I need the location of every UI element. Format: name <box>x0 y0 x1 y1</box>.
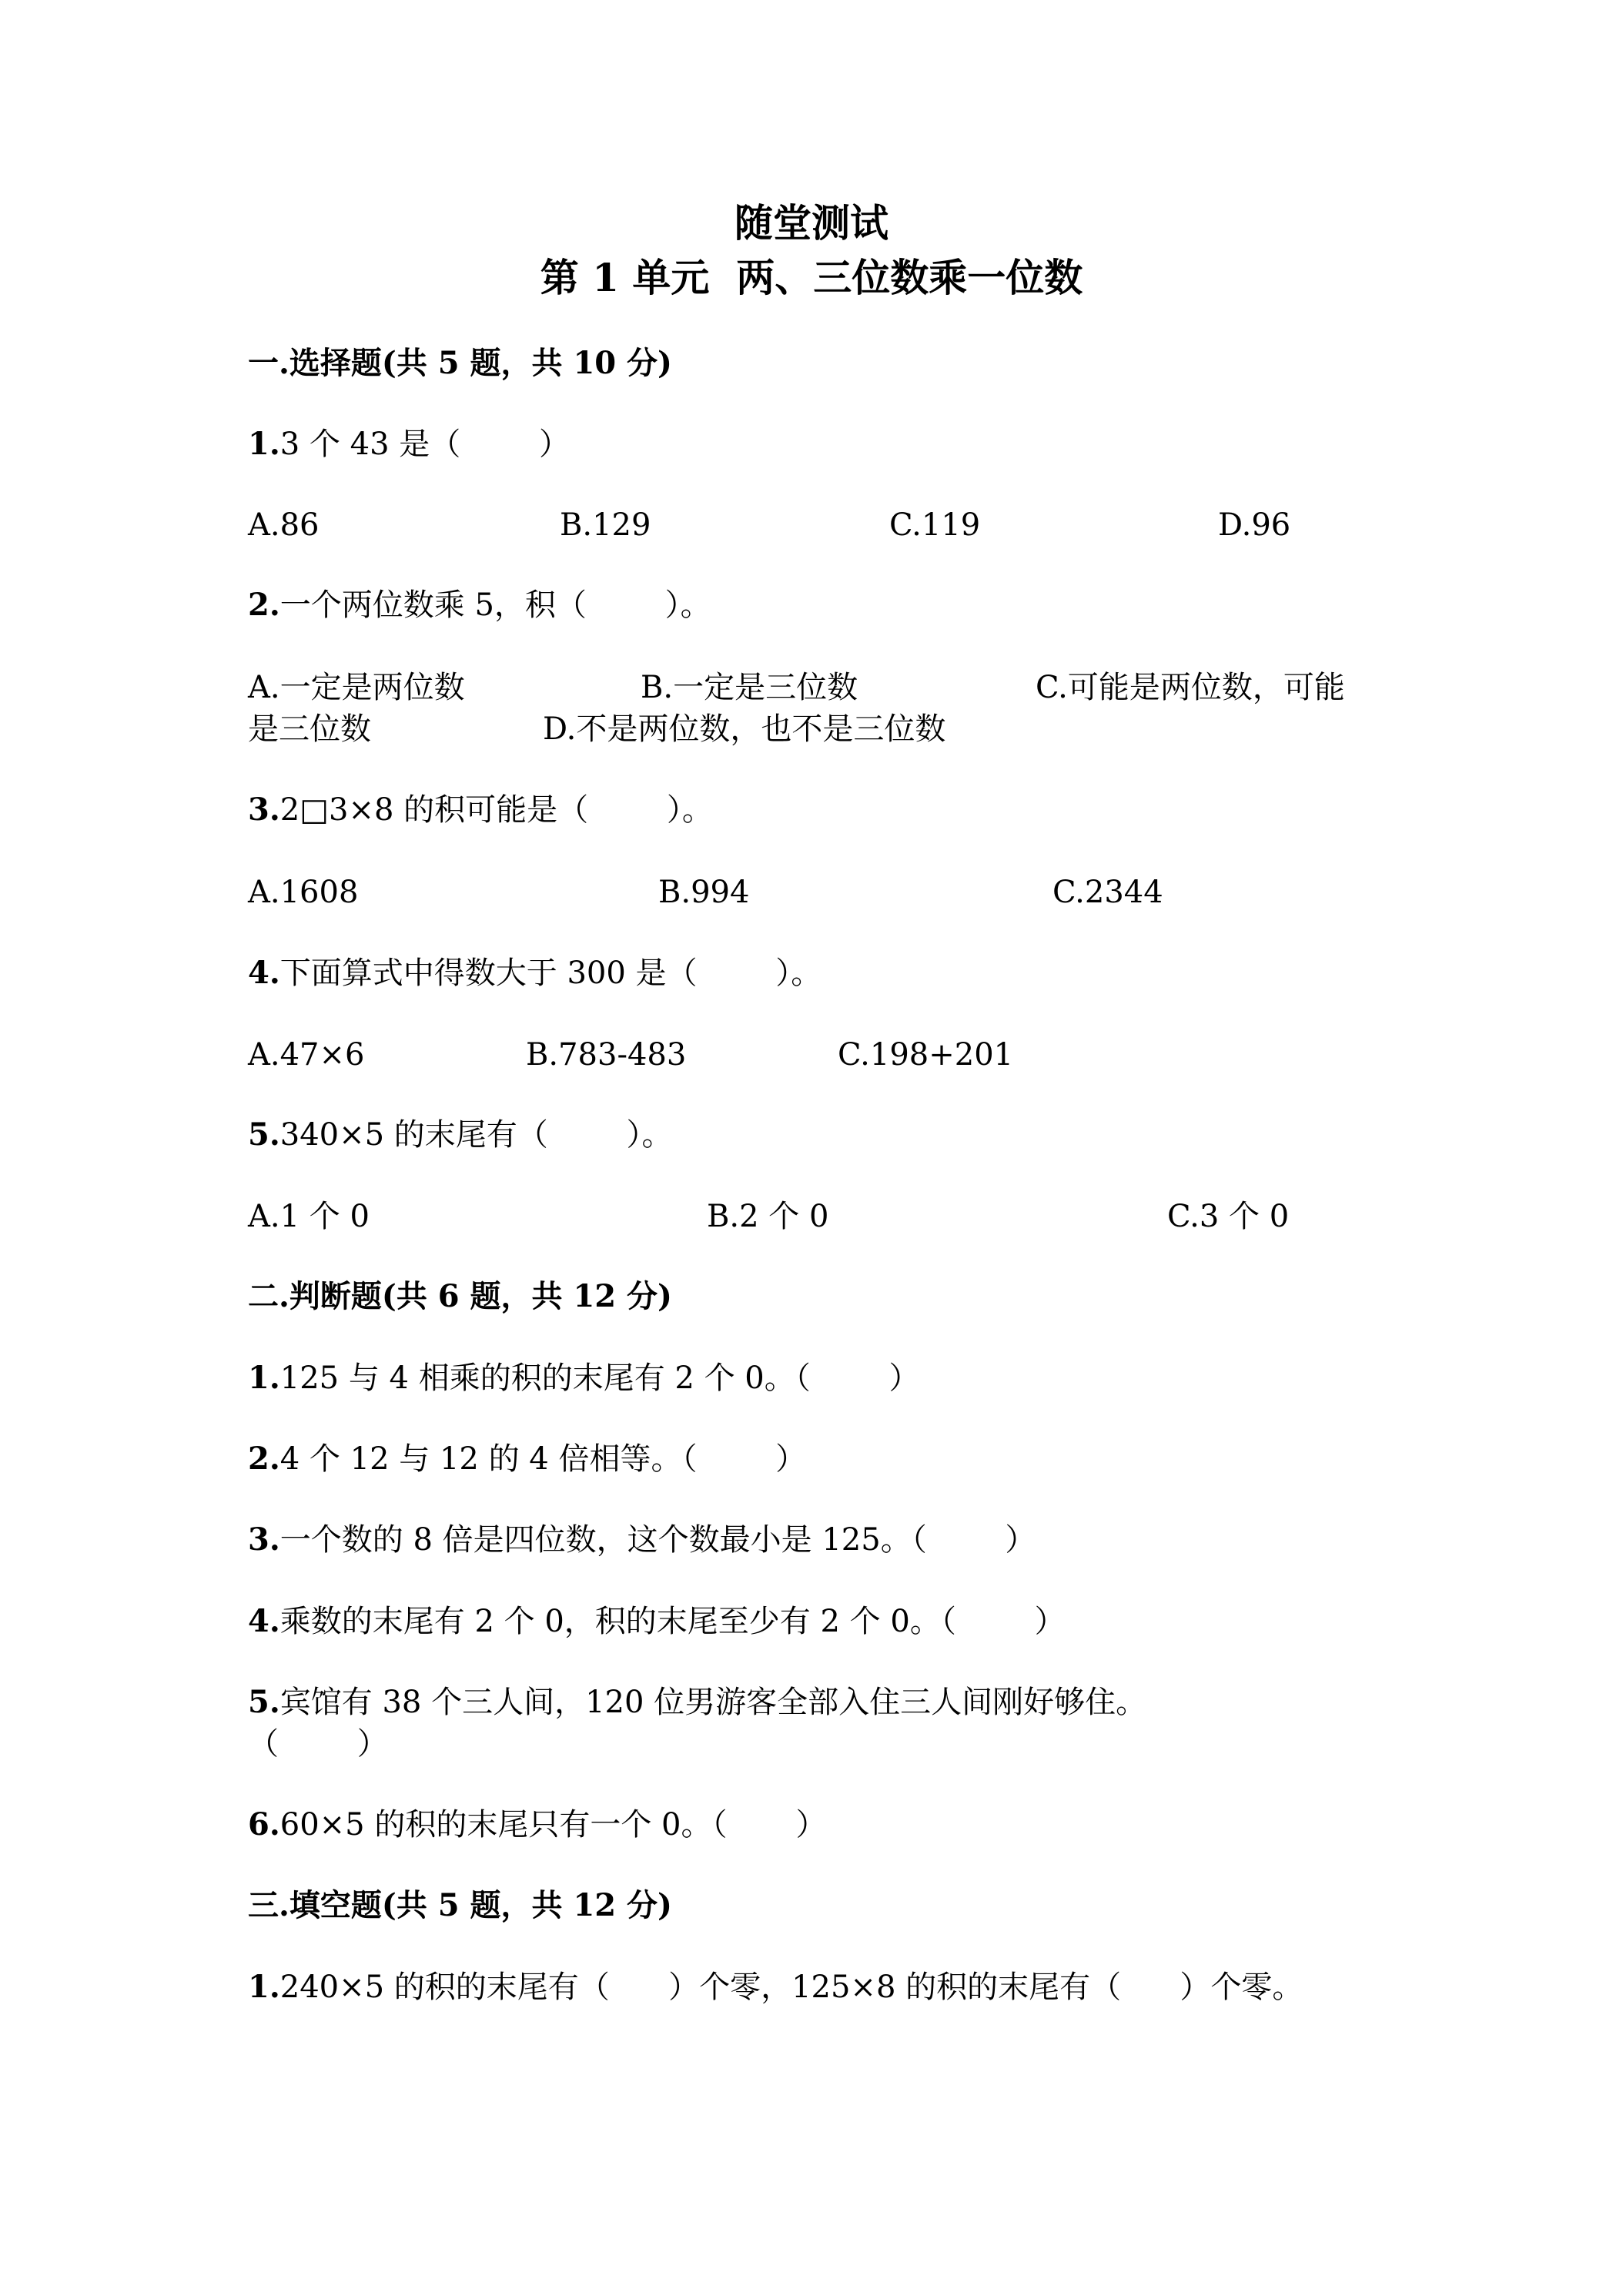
option-1-2-d: D.不是两位数，也不是三位数 <box>543 711 946 747</box>
option-1-1-d: D.96 <box>1218 507 1291 543</box>
question-1-3 <box>248 792 713 828</box>
option-1-1-c: C.119 <box>889 507 981 543</box>
question-number: 5. <box>248 1116 280 1153</box>
question-number: 5. <box>248 1684 280 1720</box>
section-heading-fill: 三.填空题(共 5 题，共 12 分) <box>248 1887 672 1923</box>
section-heading-choice: 一.选择题(共 5 题，共 10 分) <box>248 345 672 381</box>
question-2-1 <box>248 1360 920 1396</box>
option-1-2-c-cont: 是三位数 <box>248 711 371 747</box>
question-text: 一个两位数乘 5，积（ ）。 <box>279 587 711 623</box>
question-2-5-blank: （ ） <box>248 1726 388 1762</box>
question-number: 2. <box>248 587 280 623</box>
question-2-2 <box>248 1441 807 1477</box>
option-1-5-a: A.1 个 0 <box>248 1199 370 1234</box>
question-number: 3. <box>248 792 280 828</box>
question-text: 下面算式中得数大于 300 是（ ）。 <box>279 956 822 991</box>
question-text: 2□3×8 的积可能是（ ）。 <box>279 792 713 828</box>
section-heading-judge: 二.判断题(共 6 题，共 12 分) <box>248 1278 672 1314</box>
question-text: 60×5 的积的末尾只有一个 0。（ ） <box>279 1807 827 1842</box>
question-number: 4. <box>248 1603 280 1639</box>
question-1-4 <box>248 955 822 991</box>
option-1-3-c: C.2344 <box>1052 875 1163 910</box>
option-1-2-c: C.可能是两位数，可能 <box>1036 670 1345 705</box>
question-text: 240×5 的积的末尾有（ ）个零，125×8 的积的末尾有（ ）个零。 <box>279 1970 1303 2005</box>
question-number: 3. <box>248 1521 280 1558</box>
worksheet-title: 随堂测试 <box>735 200 888 246</box>
option-1-1-b: B.129 <box>560 507 651 543</box>
option-1-3-b: B.994 <box>658 875 750 910</box>
question-2-3 <box>248 1521 1036 1558</box>
option-1-5-b: B.2 个 0 <box>707 1199 829 1234</box>
option-1-2-a: A.一定是两位数 <box>248 670 465 705</box>
question-1-2 <box>248 587 711 623</box>
question-number: 1. <box>248 1969 280 2005</box>
question-text: 4 个 12 与 12 的 4 倍相等。（ ） <box>279 1441 807 1477</box>
question-number: 1. <box>248 1360 280 1396</box>
question-text: 一个数的 8 倍是四位数，这个数最小是 125。（ ） <box>279 1522 1036 1558</box>
option-1-3-a: A.1608 <box>248 875 359 910</box>
option-1-5-c: C.3 个 0 <box>1167 1199 1290 1234</box>
question-number: 2. <box>248 1441 280 1477</box>
option-1-2-b: B.一定是三位数 <box>641 670 858 705</box>
question-2-4 <box>248 1603 1066 1639</box>
question-text: 3 个 43 是（ ） <box>279 427 570 462</box>
question-number: 4. <box>248 955 280 991</box>
option-1-4-c: C.198+201 <box>838 1037 1014 1073</box>
question-text: 340×5 的末尾有（ ）。 <box>279 1117 673 1153</box>
option-1-4-b: B.783-483 <box>526 1037 687 1073</box>
question-1-5 <box>248 1116 673 1153</box>
question-text: 乘数的末尾有 2 个 0，积的末尾至少有 2 个 0。（ ） <box>279 1604 1066 1639</box>
option-1-1-a: A.86 <box>248 507 320 543</box>
question-2-5 <box>248 1684 1147 1720</box>
question-3-1 <box>248 1969 1303 2005</box>
question-text: 宾馆有 38 个三人间，120 位男游客全部入住三人间刚好够住。 <box>279 1685 1147 1720</box>
question-2-6 <box>248 1806 827 1842</box>
option-1-4-a: A.47×6 <box>248 1037 365 1073</box>
question-1-1 <box>248 426 570 462</box>
question-number: 1. <box>248 426 280 462</box>
question-text: 125 与 4 相乘的积的末尾有 2 个 0。（ ） <box>279 1361 920 1396</box>
question-number: 6. <box>248 1806 280 1842</box>
worksheet-subtitle: 第 1 单元 两、三位数乘一位数 <box>540 255 1083 300</box>
